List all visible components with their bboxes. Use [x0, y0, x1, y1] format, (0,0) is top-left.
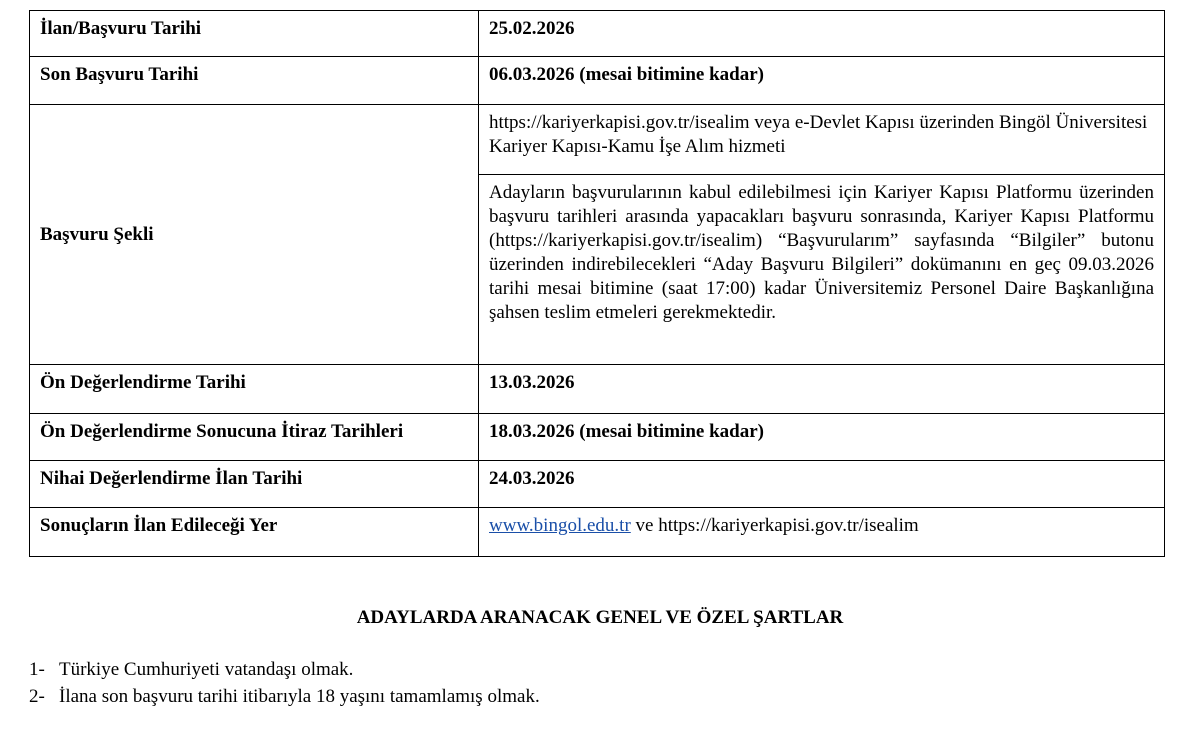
results-location-text: ve https://kariyerkapisi.gov.tr/isealim — [630, 515, 919, 536]
row-label: İlan/Başvuru Tarihi — [30, 11, 479, 57]
row-value: 25.02.2026 — [479, 11, 1165, 57]
announcement-table — [29, 10, 1165, 557]
list-number: 1- — [29, 659, 45, 680]
row-label: Sonuçların İlan Edileceği Yer — [30, 508, 479, 557]
section-heading: ADAYLARDA ARANACAK GENEL VE ÖZEL ŞARTLAR — [356, 607, 844, 628]
row-value-application-details: Adayların başvurularının kabul edilebilmesi için Kariyer Kapısı Platformu üzerinden başvuru tarihleri arasında yapacakları başvuru sonrasında, Kariyer Kapısı Platformu (https://kariyerkapisi.gov.tr/isealim) “Başvurularım” sayfasında “Bilgiler” butonu üzerinden indirebilecekleri “Aday Başvuru Bilgileri” dokümanını en geç 09.03.2026 tarihi mesai bitimine (saat 17:00) kadar Üniversitemiz Personel Daire Başkanlığına şahsen teslim etmeleri gerekmektedir. — [479, 175, 1165, 365]
row-label: Ön Değerlendirme Tarihi — [30, 365, 479, 414]
row-value-application-url: https://kariyerkapisi.gov.tr/isealim veya e-Devlet Kapısı üzerinden Bingöl Üniversitesi Kariyer Kapısı-Kamu İşe Alım hizmeti — [479, 105, 1165, 175]
table-row — [30, 365, 1165, 414]
university-website-link[interactable]: www.bingol.edu.tr — [489, 515, 631, 536]
row-value-results-location — [479, 508, 1165, 557]
list-text: İlana son başvuru tarihi itibarıyla 18 yaşını tamamlamış olmak. — [59, 686, 540, 707]
row-value: 13.03.2026 — [479, 365, 1165, 414]
list-number: 2- — [29, 686, 45, 707]
requirements-list — [29, 656, 540, 710]
row-value: 18.03.2026 (mesai bitimine kadar) — [479, 414, 1165, 461]
row-label: Nihai Değerlendirme İlan Tarihi — [30, 461, 479, 508]
row-label: Son Başvuru Tarihi — [30, 57, 479, 105]
row-label: Ön Değerlendirme Sonucuna İtiraz Tarihleri — [30, 414, 479, 461]
table-row — [30, 508, 1165, 557]
row-value: 24.03.2026 — [479, 461, 1165, 508]
list-item — [29, 656, 540, 683]
table-row — [30, 461, 1165, 508]
list-item — [29, 683, 540, 710]
table-row — [30, 414, 1165, 461]
table-row — [30, 105, 1165, 175]
table-row — [30, 57, 1165, 105]
row-label: Başvuru Şekli — [30, 105, 479, 365]
table-row — [30, 11, 1165, 57]
list-text: Türkiye Cumhuriyeti vatandaşı olmak. — [59, 659, 354, 680]
row-value: 06.03.2026 (mesai bitimine kadar) — [479, 57, 1165, 105]
